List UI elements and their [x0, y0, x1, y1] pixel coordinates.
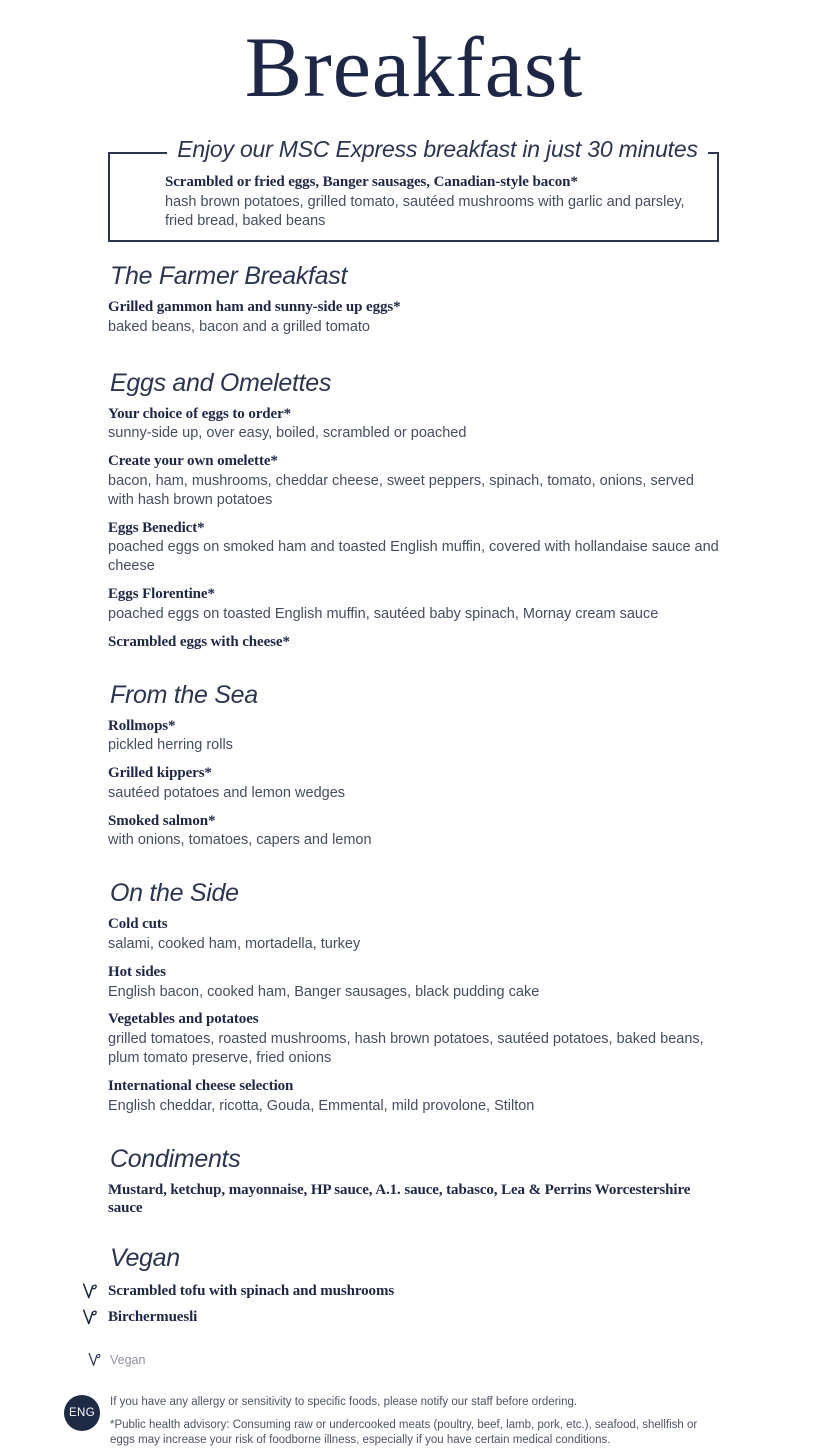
express-heading: Enjoy our MSC Express breakfast in just 30 minutes: [167, 136, 708, 162]
menu-item: [108, 764, 719, 803]
border-segment-right: [158, 152, 717, 154]
menu-item-vegan: [80, 1306, 719, 1328]
section-title: The Farmer Breakfast: [110, 262, 348, 291]
menu-item-name: Smoked salmon*: [108, 812, 216, 829]
page-title: Breakfast: [244, 19, 584, 115]
menu-item-name: Rollmops*: [108, 717, 176, 734]
menu-item-desc: pickled herring rolls: [108, 737, 233, 754]
footer-text: [110, 1393, 719, 1449]
menu-item-desc: English cheddar, ricotta, Gouda, Emmental, mild provolone, Stilton: [108, 1097, 535, 1114]
menu-item: [108, 717, 719, 756]
menu-item-name: International cheese selection: [108, 1077, 294, 1094]
section-title: Condiments: [110, 1144, 241, 1173]
menu-item-desc: salami, cooked ham, mortadella, turkey: [108, 936, 361, 953]
menu-item-name: Birchermuesli: [108, 1309, 198, 1325]
menu-item-name: Hot sides: [108, 963, 166, 980]
menu-item: [108, 1010, 719, 1067]
vegan-legend-label: Vegan: [110, 1352, 146, 1367]
menu-body: [108, 242, 719, 1369]
menu-item-desc: with onions, tomatoes, capers and lemon: [108, 832, 372, 849]
section-title: Eggs and Omelettes: [110, 368, 332, 397]
menu-item: [108, 1181, 719, 1219]
menu-item: [108, 452, 719, 509]
vegan-legend: [86, 1350, 719, 1369]
menu-item: [108, 519, 719, 576]
section-title: On the Side: [110, 879, 239, 908]
menu-item-desc: baked beans, bacon and a grilled tomato: [108, 318, 370, 335]
health-advisory: *Public health advisory: Consuming raw or undercooked meats (poultry, beef, lamb, pork, etc.), seafood, shellfish or eggs may increase your risk of foodborne illness, especially if you have certain medical conditions.: [110, 1418, 698, 1447]
allergy-notice: If you have any allergy or sensitivity to specific foods, please notify our staff before ordering.: [110, 1396, 578, 1408]
menu-item-vegan: [80, 1280, 719, 1302]
section-title: Vegan: [110, 1244, 180, 1272]
menu-section-eggs-and-omelettes: [108, 369, 719, 652]
callout-top-border: [110, 152, 717, 154]
vegan-leaf-icon: [80, 1280, 102, 1302]
express-breakfast-box: [108, 136, 719, 242]
express-heading-wrapper: [158, 136, 717, 163]
express-body: [110, 168, 717, 230]
express-item-desc-line-1: hash brown potatoes, grilled tomato, sautéed mushrooms with garlic and parsley,: [165, 194, 685, 210]
menu-item-name: Eggs Florentine*: [108, 586, 215, 603]
menu-item-name: Eggs Benedict*: [108, 519, 205, 536]
vegan-leaf-icon: [80, 1306, 102, 1328]
menu-item-desc: bacon, ham, mushrooms, cheddar cheese, sweet peppers, spinach, tomato, onions, served with hash brown potatoes: [108, 473, 694, 508]
menu-item-name: Grilled kippers*: [108, 765, 212, 782]
menu-item-desc: grilled tomatoes, roasted mushrooms, hash brown potatoes, sautéed potatoes, baked beans, plum tomato preserve, fried onions: [108, 1031, 704, 1067]
menu-item-name: Mustard, ketchup, mayonnaise, HP sauce, A.1. sauce, tabasco, Lea & Perrins Worcestershire sauce: [108, 1181, 691, 1217]
menu-item: [108, 1077, 719, 1116]
menu-item-name: Grilled gammon ham and sunny-side up eggs*: [108, 299, 401, 316]
menu-item-desc: sautéed potatoes and lemon wedges: [108, 784, 346, 801]
menu-section-condiments: [108, 1145, 719, 1219]
menu-item-desc: poached eggs on toasted English muffin, sautéed baby spinach, Mornay cream sauce: [108, 605, 659, 622]
menu-item: [108, 405, 719, 444]
menu-item: [108, 963, 719, 1002]
express-item-desc-line-2: fried bread, baked beans: [165, 212, 326, 229]
menu-item: [108, 915, 719, 954]
menu-section-the-farmer-breakfast: [108, 262, 719, 337]
menu-section-vegan: [108, 1244, 719, 1328]
menu-item: [108, 298, 719, 337]
menu-item-desc: poached eggs on smoked ham and toasted English muffin, covered with hollandaise sauce and cheese: [108, 539, 719, 575]
menu-section-on-the-side: [108, 879, 719, 1115]
express-breakfast-callout: [108, 136, 719, 242]
language-badge[interactable]: ENG: [64, 1395, 100, 1431]
menu-item-name: Vegetables and potatoes: [108, 1011, 259, 1028]
menu-item-name: Scrambled eggs with cheese*: [108, 633, 290, 650]
menu-item-name: Scrambled tofu with spinach and mushrooms: [108, 1283, 395, 1299]
express-item-name: Scrambled or fried eggs, Banger sausages, Canadian-style bacon*: [165, 174, 578, 190]
menu-item-name: Your choice of eggs to order*: [108, 405, 292, 422]
border-segment-left: [110, 152, 158, 154]
menu-item-name: Create your own omelette*: [108, 453, 278, 470]
vegan-leaf-icon: [86, 1350, 105, 1369]
menu-item-desc: sunny-side up, over easy, boiled, scrambled or poached: [108, 425, 467, 442]
menu-item: [108, 812, 719, 851]
menu-item-desc: English bacon, cooked ham, Banger sausages, black pudding cake: [108, 983, 540, 1000]
footer: [64, 1393, 719, 1449]
menu-section-from-the-sea: [108, 681, 719, 851]
menu-item: [108, 633, 719, 652]
menu-item-name: Cold cuts: [108, 916, 168, 933]
menu-item: [108, 585, 719, 624]
section-title: From the Sea: [110, 680, 258, 709]
